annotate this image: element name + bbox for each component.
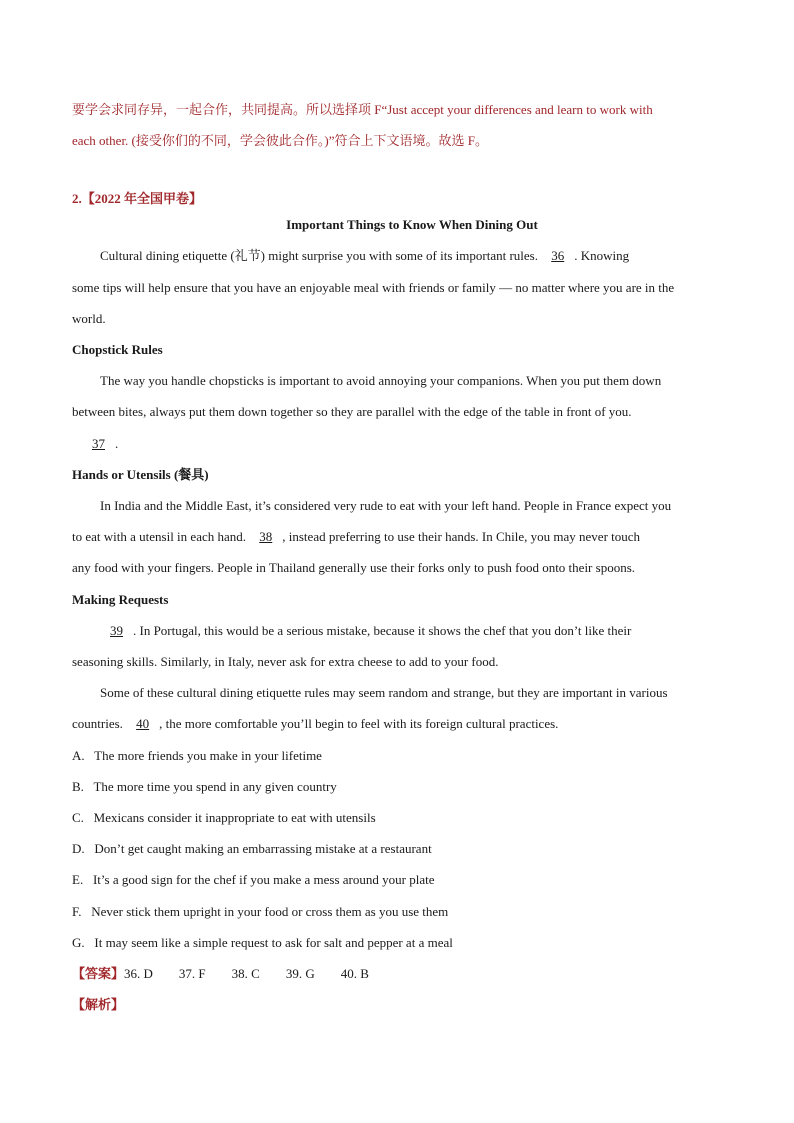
answer-label: 【答案】 [72,966,125,981]
option-text: Don’t get caught making an embarrassing mistake at a restaurant [94,841,432,856]
option-e [72,872,434,888]
text-span: , instead preferring to use their hands. In Chile, you may never touch [282,529,641,544]
option-text: The more friends you make in your lifetime [94,748,322,763]
option-text: It’s a good sign for the chef if you make a mess around your plate [92,872,435,887]
option-text: The more time you spend in any given country [93,779,337,794]
paragraph-line: between bites, always put them down together so they are parallel with the edge of the table in front of you. [72,404,632,419]
answer-line [72,966,395,982]
text-span: . Knowing [574,248,630,263]
blank-38: 38 [259,529,273,544]
paragraph-line: In India and the Middle East, it’s considered very rude to eat with your left hand. People in France expect you [100,498,672,513]
option-text: It may seem like a simple request to ask for salt and pepper at a meal [94,935,453,950]
option-letter: A. [72,748,85,763]
text-span: countries. [72,716,123,731]
paragraph-line [72,529,640,545]
option-d [72,841,432,857]
text-span: Cultural dining etiquette (礼节) might surprise you with some of its important rules. [100,248,538,263]
paragraph-line: The way you handle chopsticks is important to avoid annoying your companions. When you put them down [100,373,662,388]
option-letter: C. [72,810,84,825]
answer-item: 36. D [124,966,153,981]
text-span: , the more comfortable you’ll begin to feel with its foreign cultural practices. [159,716,559,731]
blank-36: 36 [551,248,565,263]
section-heading: Making Requests [72,592,169,607]
analysis-label: 【解析】 [72,997,125,1012]
paragraph-line [100,248,629,264]
option-f [72,904,448,920]
text-span: . [115,436,119,451]
answer-item: 37. F [178,966,206,981]
paragraph-line [72,436,118,452]
blank-40: 40 [136,716,150,731]
passage-title: Important Things to Know When Dining Out [286,217,538,232]
option-c [72,810,376,826]
blank-39: 39 [110,623,123,638]
paragraph-line: world. [72,311,106,326]
section-heading: Hands or Utensils (餐具) [72,467,209,482]
option-letter: B. [72,779,84,794]
answer-item: 40. B [340,966,369,981]
option-b [72,779,337,795]
option-text: Mexicans consider it inappropriate to eat with utensils [93,810,376,825]
answer-item: 38. C [231,966,260,981]
paragraph-line: any food with your fingers. People in Thailand generally use their forks only to push food onto their spoons. [72,560,635,575]
paragraph-line [100,623,631,639]
section-heading: Chopstick Rules [72,342,163,357]
paragraph-line: seasoning skills. Similarly, in Italy, never ask for extra cheese to add to your food. [72,654,499,669]
option-text: Never stick them upright in your food or cross them as you use them [91,904,449,919]
blank-37: 37 [92,436,105,451]
explanation-line: each other. (接受你们的不同，学会彼此合作。)”符合上下文语境。故选 F。 [72,133,488,148]
option-letter: F. [72,904,82,919]
text-span: . In Portugal, this would be a serious mistake, because it shows the chef that you don’t like their [133,623,632,638]
option-a [72,748,322,764]
paragraph-line: some tips will help ensure that you have an enjoyable meal with friends or family — no matter where you are in the [72,280,675,295]
question-heading: 2.【2022 年全国甲卷】 [72,191,203,206]
option-g [72,935,453,951]
explanation-line: 要学会求同存异，一起合作，共同提高。所以选择项 F“Just accept your differences and learn to work with [72,102,653,117]
text-span: to eat with a utensil in each hand. [72,529,247,544]
answer-item: 39. G [285,966,315,981]
paragraph-line: Some of these cultural dining etiquette rules may seem random and strange, but they are important in various [100,685,668,700]
option-letter: E. [72,872,84,887]
paragraph-line [72,716,558,732]
option-letter: G. [72,935,85,950]
option-letter: D. [72,841,85,856]
